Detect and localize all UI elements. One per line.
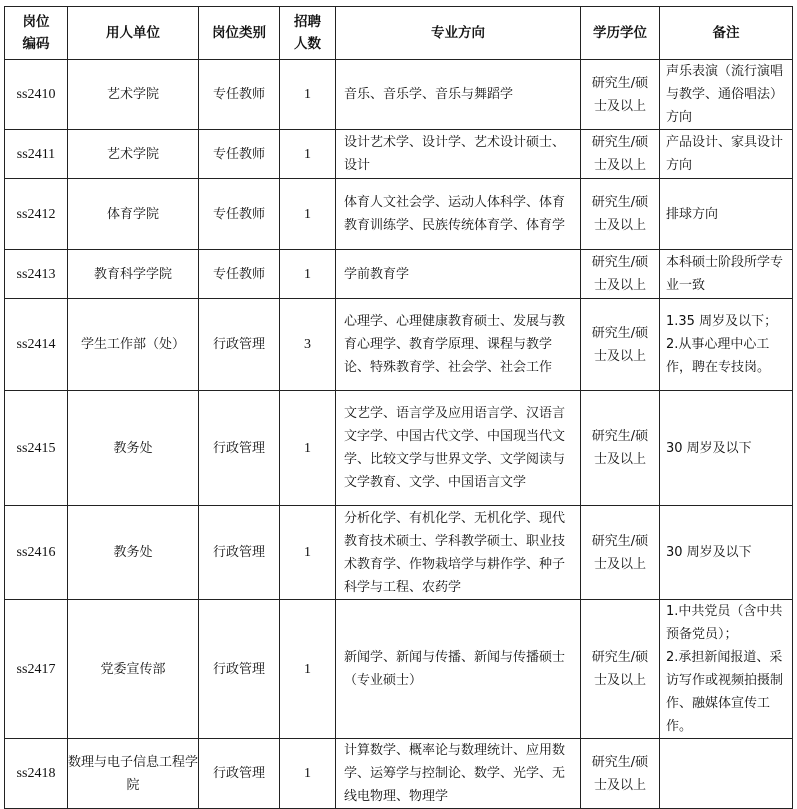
employer-unit: 数理与电子信息工程学院 <box>68 739 199 809</box>
position-code: ss2417 <box>5 600 68 739</box>
employer-unit: 体育学院 <box>68 179 199 250</box>
headcount: 3 <box>280 299 336 391</box>
position-category: 专任教师 <box>199 130 280 179</box>
position-category: 专任教师 <box>199 60 280 130</box>
employer-unit: 教务处 <box>68 506 199 600</box>
header-category: 岗位类别 <box>199 7 280 60</box>
employer-unit: 教育科学学院 <box>68 250 199 299</box>
position-code: ss2416 <box>5 506 68 600</box>
headcount: 1 <box>280 179 336 250</box>
table-row <box>5 60 793 130</box>
position-category: 行政管理 <box>199 739 280 809</box>
degree: 研究生/硕 士及以上 <box>581 299 660 391</box>
position-category: 行政管理 <box>199 299 280 391</box>
position-code: ss2414 <box>5 299 68 391</box>
table-row <box>5 179 793 250</box>
headcount: 1 <box>280 600 336 739</box>
position-code: ss2415 <box>5 391 68 506</box>
header-unit: 用人单位 <box>68 7 199 60</box>
major-direction: 学前教育学 <box>336 250 581 299</box>
position-code: ss2410 <box>5 60 68 130</box>
position-code: ss2411 <box>5 130 68 179</box>
header-row <box>5 7 793 60</box>
header-degree: 学历学位 <box>581 7 660 60</box>
position-category: 行政管理 <box>199 506 280 600</box>
position-category: 行政管理 <box>199 391 280 506</box>
employer-unit: 艺术学院 <box>68 60 199 130</box>
headcount: 1 <box>280 391 336 506</box>
headcount: 1 <box>280 60 336 130</box>
employer-unit: 艺术学院 <box>68 130 199 179</box>
table-row <box>5 299 793 391</box>
table-row <box>5 130 793 179</box>
major-direction: 计算数学、概率论与数理统计、应用数学、运筹学与控制论、数学、光学、无线电物理、物理学 <box>336 739 581 809</box>
notes: 1.中共党员（含中共预备党员）； 2.承担新闻报道、采访写作或视频拍摄制作、融媒体宣传工作。 <box>660 600 793 739</box>
table-row <box>5 600 793 739</box>
notes: 产品设计、家具设计方向 <box>660 130 793 179</box>
degree: 研究生/硕 士及以上 <box>581 60 660 130</box>
table-row <box>5 391 793 506</box>
major-direction: 新闻学、新闻与传播、新闻与传播硕士（专业硕士） <box>336 600 581 739</box>
employer-unit: 党委宣传部 <box>68 600 199 739</box>
table-row <box>5 506 793 600</box>
major-direction: 设计艺术学、设计学、艺术设计硕士、设计 <box>336 130 581 179</box>
table-row <box>5 739 793 809</box>
major-direction: 文艺学、语言学及应用语言学、汉语言文字学、中国古代文学、中国现当代文学、比较文学与世界文学、文学阅读与文学教育、文学、中国语言文学 <box>336 391 581 506</box>
degree: 研究生/硕 士及以上 <box>581 506 660 600</box>
header-major: 专业方向 <box>336 7 581 60</box>
notes: 30 周岁及以下 <box>660 506 793 600</box>
recruitment-table <box>4 6 793 809</box>
headcount: 1 <box>280 130 336 179</box>
degree: 研究生/硕 士及以上 <box>581 739 660 809</box>
headcount: 1 <box>280 250 336 299</box>
headcount: 1 <box>280 739 336 809</box>
degree: 研究生/硕 士及以上 <box>581 250 660 299</box>
position-code: ss2412 <box>5 179 68 250</box>
position-code: ss2418 <box>5 739 68 809</box>
notes: 本科硕士阶段所学专业一致 <box>660 250 793 299</box>
notes: 声乐表演（流行演唱与教学、通俗唱法）方向 <box>660 60 793 130</box>
header-code: 岗位编码 <box>5 7 68 60</box>
major-direction: 心理学、心理健康教育硕士、发展与教育心理学、教育学原理、课程与教学论、特殊教育学、社会学、社会工作 <box>336 299 581 391</box>
notes: 1.35 周岁及以下； 2.从事心理中心工作，聘在专技岗。 <box>660 299 793 391</box>
table-row <box>5 250 793 299</box>
major-direction: 分析化学、有机化学、无机化学、现代教育技术硕士、学科教学硕士、职业技术教育学、作物栽培学与耕作学、种子科学与工程、农药学 <box>336 506 581 600</box>
degree: 研究生/硕 士及以上 <box>581 391 660 506</box>
employer-unit: 教务处 <box>68 391 199 506</box>
major-direction: 体育人文社会学、运动人体科学、体育教育训练学、民族传统体育学、体育学 <box>336 179 581 250</box>
degree: 研究生/硕 士及以上 <box>581 130 660 179</box>
notes: 排球方向 <box>660 179 793 250</box>
position-category: 行政管理 <box>199 600 280 739</box>
employer-unit: 学生工作部（处） <box>68 299 199 391</box>
header-count: 招聘人数 <box>280 7 336 60</box>
position-code: ss2413 <box>5 250 68 299</box>
degree: 研究生/硕 士及以上 <box>581 600 660 739</box>
notes <box>660 739 793 809</box>
position-category: 专任教师 <box>199 250 280 299</box>
major-direction: 音乐、音乐学、音乐与舞蹈学 <box>336 60 581 130</box>
notes: 30 周岁及以下 <box>660 391 793 506</box>
degree: 研究生/硕 士及以上 <box>581 179 660 250</box>
position-category: 专任教师 <box>199 179 280 250</box>
headcount: 1 <box>280 506 336 600</box>
header-notes: 备注 <box>660 7 793 60</box>
